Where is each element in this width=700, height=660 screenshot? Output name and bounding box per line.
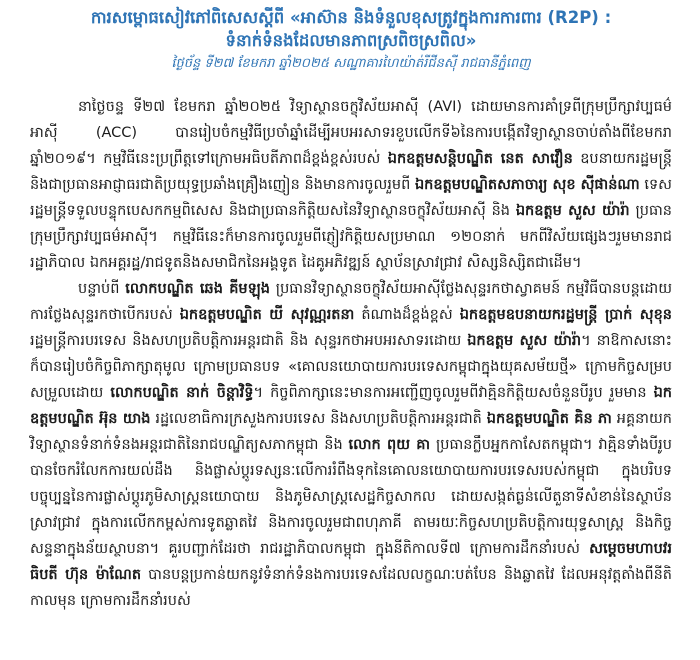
text-run: ។ នាឱកាសនោះក៏បានរៀបចំកិច្ចពិភាក្សាតុមូល ក្រោមប្រធានបទ «គោលនយោបាយការបរទេសកម្ពុជាក្នុងយុគសម័យថ្មី» ក្រោមកិច្ចសម្របសម្រួលដោយ [30,333,672,401]
bold-text-run: ឯកឧត្តមបណ្ឌិត គិន ភា [486,411,612,427]
title-line-2: ទំនាក់ទំនងដែលមានភាពស្រពិចស្រពិល» [225,31,477,50]
document-title [30,6,672,52]
text-run: ប្រធានវិទ្យាស្ថានចក្ខុវិស័យអាស៊ីថ្លែងសុន្ទរកថាស្វាគមន៍ កម្មវិធីបានបន្តដោយការថ្លែងសុន្ទរកថាបើករបស់ [30,281,673,323]
bold-text-run: ឯកឧត្តម សួស យ៉ារ៉ា [467,333,582,349]
text-run: ទេសរដ្ឋមន្ត្រីទទួលបន្ទុកបេសកកម្មពិសេស និងជាប្រធានកិត្តិយសនៃវិទ្យាស្ថានចក្ខុវិស័យអាស៊ី និង [30,177,672,219]
paragraph [30,276,672,614]
bold-text-run: ឯកឧត្តមបណ្ឌិត យី សុវណ្ណរតនា [179,307,355,323]
event-dateline: ថ្ងៃច័ន្ទ ទី២៧ ខែមករា ឆ្នាំ២០២៥ សណ្ឋាគារហៃយ៉ាត់រីជីនស៊ី រាជធានីភ្នំពេញ [171,56,531,71]
bold-text-run: លោកបណ្ឌិត នាក់ ចិន្តាវិទ្ធិ [110,385,254,401]
bold-text-run: ឯកឧត្តមបណ្ឌិតសភាចារ្យ សុខ ស៊ីផាន់ណា [414,177,640,193]
text-run: ។ កិច្ចពិភាក្សានេះមានការអញ្ជើញចូលរួមពីវាគ្មិនកិត្តិយសចំនួនបីរូប រួមមាន [253,385,654,401]
text-run: តំណាងដ៏ខ្ពង់ខ្ពស់ [354,307,460,323]
document-header [30,6,672,73]
bold-text-run: លោកបណ្ឌិត ឆេង គីមឡុង [125,281,270,297]
text-run: អគ្គនាយកវិទ្យាស្ថានទំនាក់ទំនងអន្តរជាតិនៃរាជបណ្ឌិត្យសភាកម្ពុជា និង [30,411,672,453]
paragraph [30,94,672,276]
bold-text-run: ឯកឧត្តមបណ្ឌិត អ៊ុន យាង [30,385,672,427]
text-run: នាថ្ងៃចន្ទ ទី២៧ ខែមករា ឆ្នាំ២០២៥ វិទ្យាស្ថានចក្ខុវិស័យអាស៊ី (AVI) ដោយមានការគាំទ្រពីក្រុមប្រឹក្សាវប្បធម៌អាស៊ី (ACC) បានរៀបចំកម្មវិធីប្រចាំឆ្នាំដើម្បីអបអរសាទរខួបលើកទី៦នៃការបង្កើតវិទ្យាស្ថានចាប់តាំងពីខែមករា ឆ្នាំ២០១៩។ កម្មវិធីនេះប្រព្រឹត្តទៅក្រោមអធិបតីភាពដ៏ខ្ពង់ខ្ពស់របស់ [30,99,672,167]
text-run: បន្ទាប់ពី [78,281,126,297]
bold-text-run: សម្តេចមហាបវរធិបតី ហ៊ុន ម៉ាណែត [30,541,672,583]
text-run: រដ្ឋមន្ត្រីការបរទេស និងសហប្រតិបត្តិការអន្តរជាតិ និង សុន្ទរកថាអបអរសាទរដោយ [30,333,468,349]
text-run: បានបន្តប្រកាន់យកនូវទំនាក់ទំនងការបរទេសដែលលក្ខណៈបត់បែន និងឆ្លាតវៃ ដែលអនុវត្តតាំងពីនីតិកាលមុន ក្រោមការដឹកនាំរបស់ [30,567,672,609]
article-body [30,94,672,614]
text-run: ប្រធានក្លឹបអ្នកកាសែតកម្ពុជា។ វាគ្មិនទាំងបីរូប បានចែករំលែកការយល់ដឹង និងផ្លាស់ប្តូរទស្សនៈលើការរំពឹងទុកនៃគោលនយោបាយការបរទេសរបស់កម្ពុជា ក្នុងបរិបទបច្ចុប្បន្ននៃការផ្លាស់ប្តូរភូមិសាស្ត្រនយោបាយ និងភូមិសាស្ត្រសេដ្ឋកិច្ចសាកល ដោយសង្កត់ធ្ងន់លើតួនាទីសំខាន់នៃស្ថាប័នស្រាវជ្រាវ ក្នុងការលើកកម្ពស់ការទូតឆ្លាតវៃ និងការចូលរួមជាពហុភាគី តាមរយៈកិច្ចសហប្រតិបត្តិការយុទ្ធសាស្ត្រ និងកិច្ចសន្ទនាក្នុងន័យស្ថាបនា។ គួរបញ្ជាក់ដែរថា រាជរដ្ឋាភិបាលកម្ពុជា ក្នុងនីតិកាលទី៧ ក្រោមការដឹកនាំរបស់ [30,437,672,557]
title-line-1: ការសម្ពោធសៀវភៅពិសេសស្តីពី «អាស៊ាន និងទំនួលខុសត្រូវក្នុងការការពារ (R2P) : [90,8,612,27]
text-run: រដ្ឋលេខាធិការក្រសួងការបរទេស និងសហប្រតិបត្តិការអន្តរជាតិ [150,411,487,427]
bold-text-run: ឯកឧត្តម សួស យ៉ារ៉ា [515,203,630,219]
bold-text-run: ឯកឧត្តមសន្តិបណ្ឌិត នេត សាវឿន [387,151,573,167]
bold-text-run: លោក ពុយ គា [348,437,431,453]
text-run: ឧបនាយករដ្ឋមន្ត្រី និងជាប្រធានអាជ្ញាធរជាតិប្រយុទ្ធប្រឆាំងគ្រឿងញៀន និងមានការចូលរួមពី [30,151,672,193]
text-run: ប្រធានក្រុមប្រឹក្សាវប្បធម៌អាស៊ី។ កម្មវិធីនេះក៏មានការចូលរួមពីភ្ញៀវកិត្តិយសប្រមាណ ១២០នាក់ មកពីវិស័យផ្សេងៗរួមមានរាជរដ្ឋាភិបាល ឯកអគ្គរដ្ឋ/រាជទូតនិងសមាជិកនៃអង្គទូត ដៃគូអភិវឌ្ឍន៍ ស្ថាប័នស្រាវជ្រាវ សិស្សនិស្សិតជាដើម។ [30,203,672,271]
bold-text-run: ឯកឧត្តមឧបនាយករដ្ឋមន្ត្រី ប្រាក់ សុខុន [459,307,672,323]
